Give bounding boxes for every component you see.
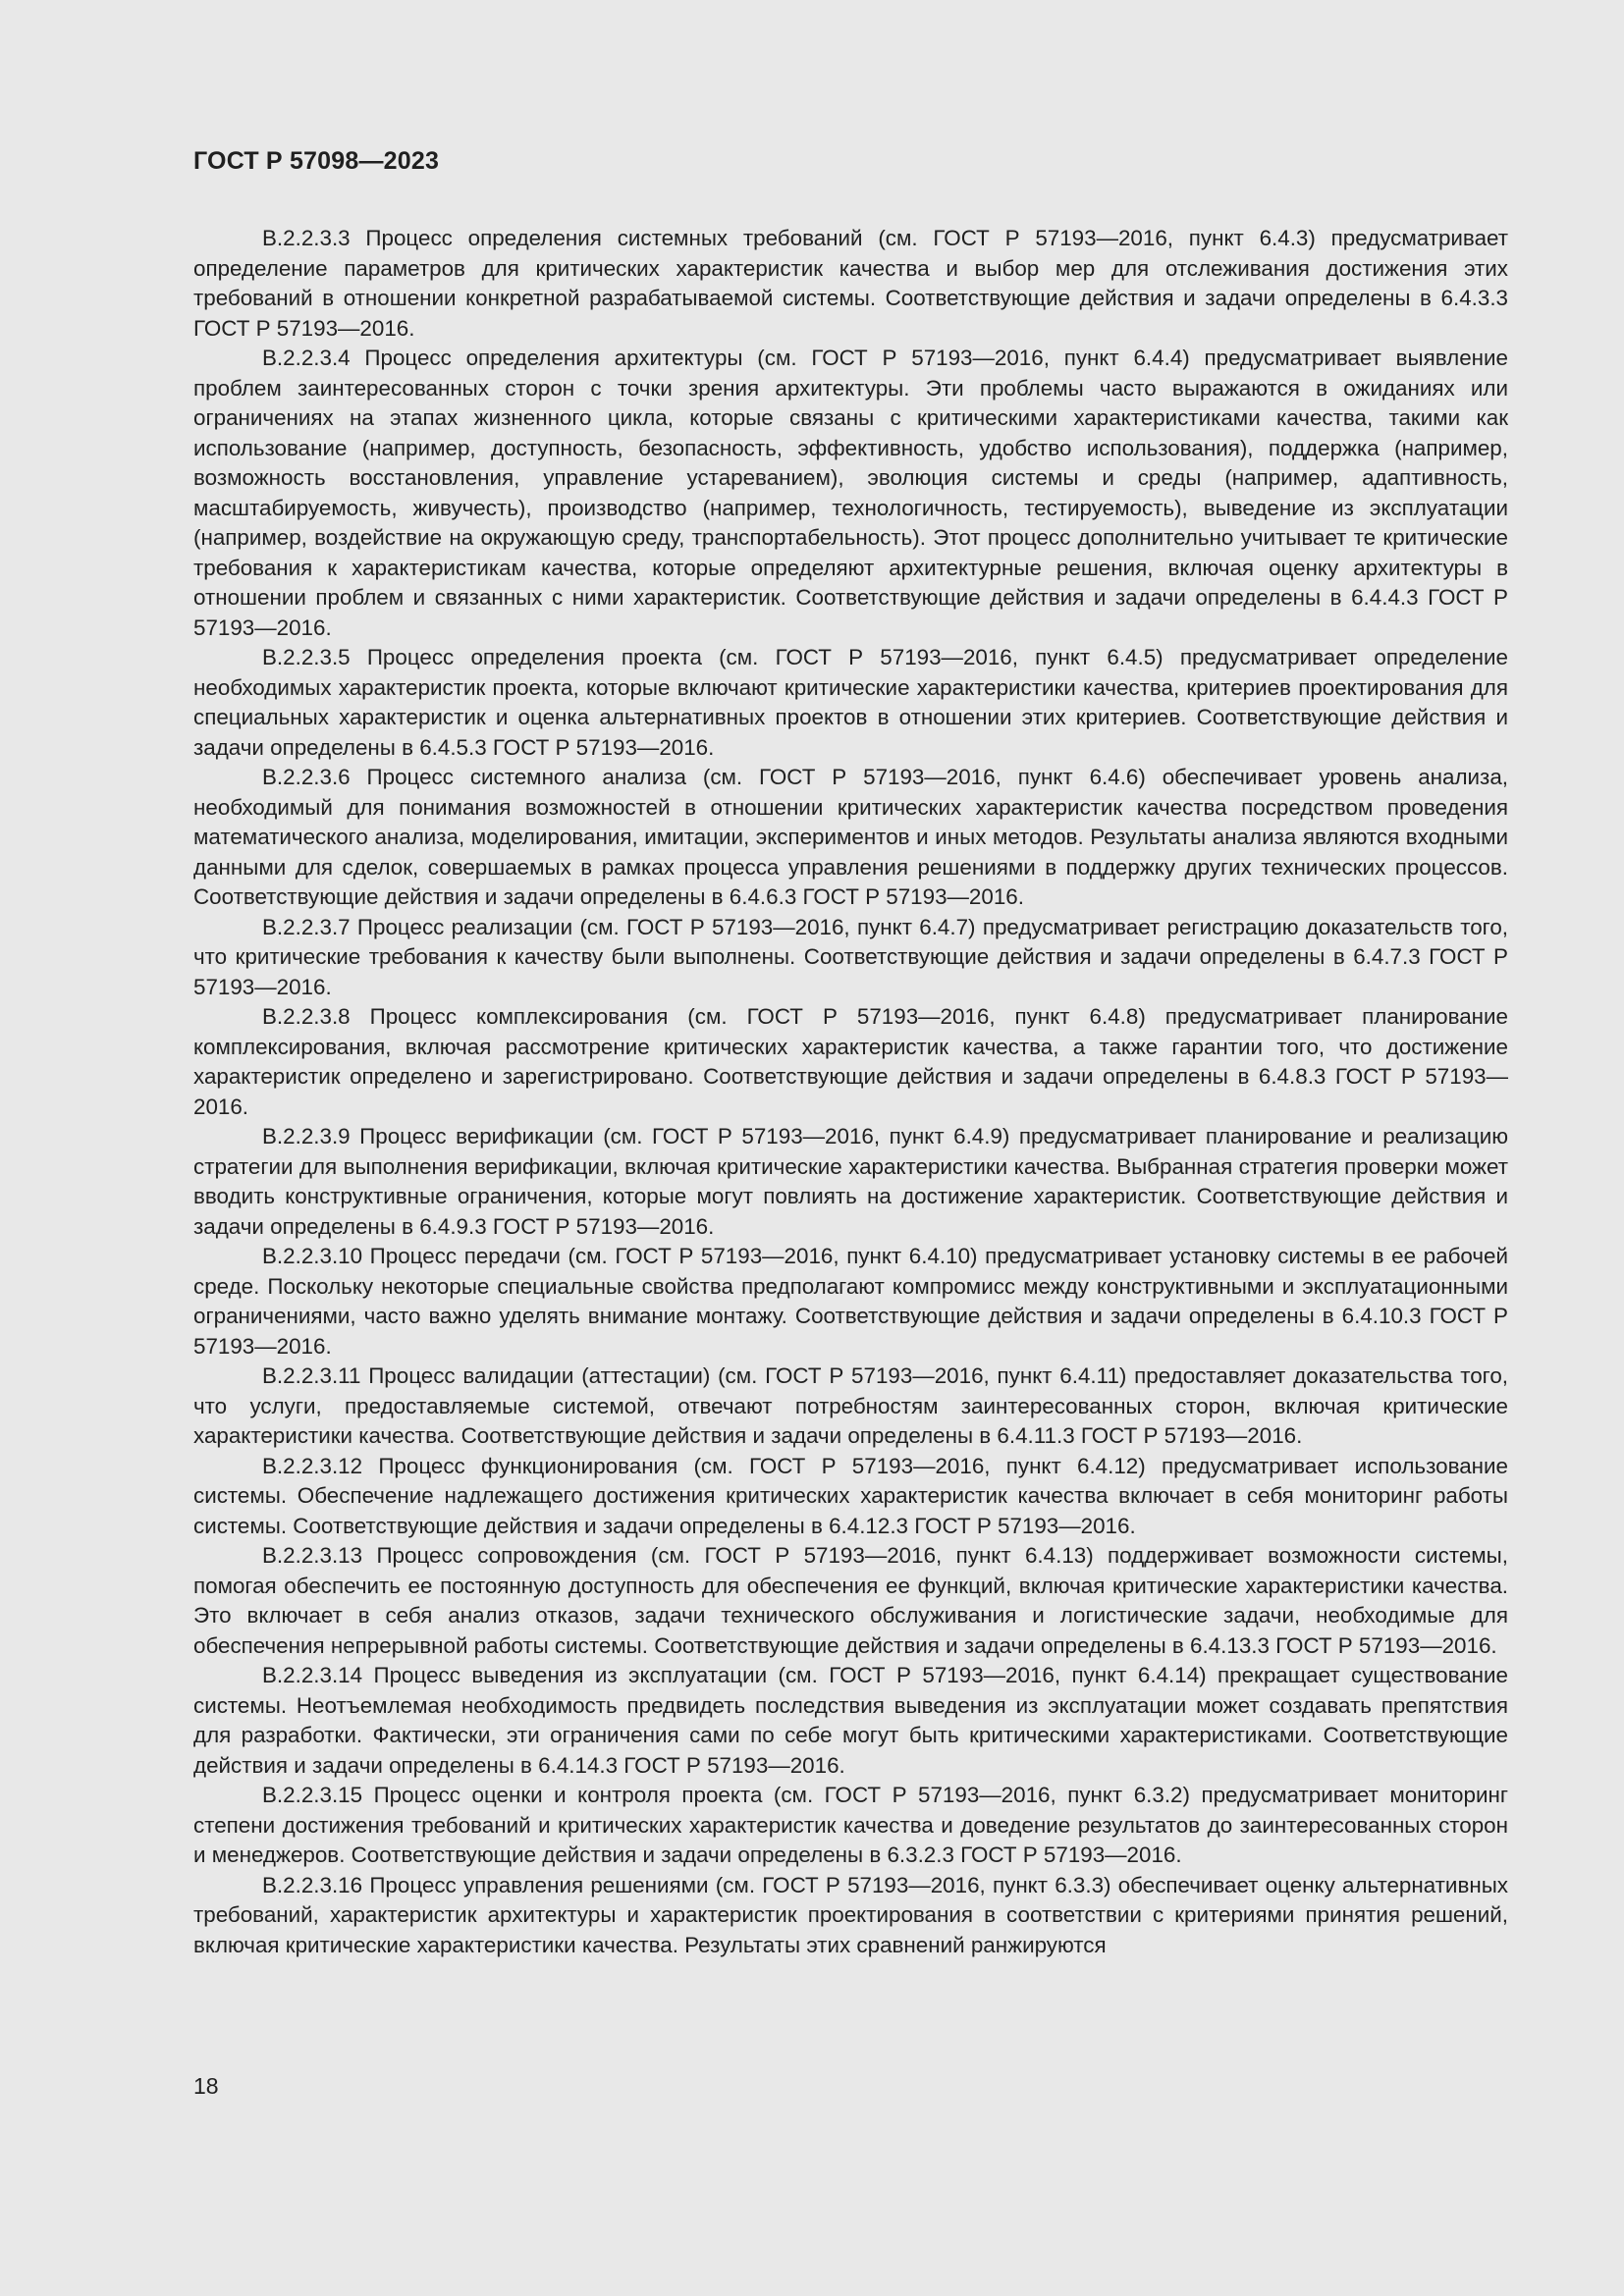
paragraph-b-2-2-3-13: В.2.2.3.13 Процесс сопровождения (см. ГОСТ Р 57193—2016, пункт 6.4.13) поддерживает возможности системы, помогая обеспечить ее постоянную доступность для обеспечения ее функций, включая критические характеристики качества. Это включает в себя анализ отказов, задачи технического обслуживания и логистические задачи, необходимые для обеспечения непрерывной работы системы. Соответствующие действия и задачи определены в 6.4.13.3 ГОСТ Р 57193—2016. bbox=[193, 1543, 1508, 1658]
paragraph-b-2-2-3-9: В.2.2.3.9 Процесс верификации (см. ГОСТ Р 57193—2016, пункт 6.4.9) предусматривает планирование и реализацию стратегии для выполнения верификации, включая критические характеристики качества. Выбранная стратегия проверки может вводить конструктивные ограничения, которые могут повлиять на достижение характеристик. Соответствующие действия и задачи определены в 6.4.9.3 ГОСТ Р 57193—2016. bbox=[193, 1124, 1508, 1239]
paragraph-b-2-2-3-14: В.2.2.3.14 Процесс выведения из эксплуатации (см. ГОСТ Р 57193—2016, пункт 6.4.14) прекращает существование системы. Неотъемлемая необходимость предвидеть последствия выведения из эксплуатации может создавать препятствия для разработки. Фактически, эти ограничения сами по себе могут быть критическими характеристиками. Соответствующие действия и задачи определены в 6.4.14.3 ГОСТ Р 57193—2016. bbox=[193, 1663, 1508, 1778]
document-header-standard-id: ГОСТ Р 57098—2023 bbox=[193, 147, 440, 175]
paragraph-b-2-2-3-8: В.2.2.3.8 Процесс комплексирования (см. ГОСТ Р 57193—2016, пункт 6.4.8) предусматривает планирование комплексирования, включая рассмотрение критических характеристик качества, а также гарантии того, что достижение характеристик определено и зарегистрировано. Соответствующие действия и задачи определены в 6.4.8.3 ГОСТ Р 57193—2016. bbox=[193, 1004, 1508, 1119]
paragraph-b-2-2-3-16: В.2.2.3.16 Процесс управления решениями (см. ГОСТ Р 57193—2016, пункт 6.3.3) обеспечивает оценку альтернативных требований, характеристик архитектуры и характеристик проектирования в соответствии с критериями принятия решений, включая критические характеристики качества. Результаты этих сравнений ранжируются bbox=[193, 1872, 1508, 1957]
paragraph-b-2-2-3-3: В.2.2.3.3 Процесс определения системных требований (см. ГОСТ Р 57193—2016, пункт 6.4.3) предусматривает определение параметров для критических характеристик качества и выбор мер для отслеживания достижения этих требований в отношении конкретной разрабатываемой системы. Соответствующие действия и задачи определены в 6.4.3.3 ГОСТ Р 57193—2016. bbox=[193, 226, 1508, 341]
paragraph-b-2-2-3-6: В.2.2.3.6 Процесс системного анализа (см. ГОСТ Р 57193—2016, пункт 6.4.6) обеспечивает уровень анализа, необходимый для понимания возможностей в отношении критических характеристик качества посредством проведения математического анализа, моделирования, имитации, экспериментов и иных методов. Результаты анализа являются входными данными для сделок, совершаемых в рамках процесса управления решениями в поддержку других технических процессов. Соответствующие действия и задачи определены в 6.4.6.3 ГОСТ Р 57193—2016. bbox=[193, 765, 1508, 909]
paragraph-b-2-2-3-10: В.2.2.3.10 Процесс передачи (см. ГОСТ Р 57193—2016, пункт 6.4.10) предусматривает установку системы в ее рабочей среде. Поскольку некоторые специальные свойства предполагают компромисс между конструктивными и эксплуатационными ограничениями, часто важно уделять внимание монтажу. Соответствующие действия и задачи определены в 6.4.10.3 ГОСТ Р 57193—2016. bbox=[193, 1244, 1508, 1359]
paragraph-b-2-2-3-4: В.2.2.3.4 Процесс определения архитектуры (см. ГОСТ Р 57193—2016, пункт 6.4.4) предусматривает выявление проблем заинтересованных сторон с точки зрения архитектуры. Эти проблемы часто выражаются в ожиданиях или ограничениях на этапах жизненного цикла, которые связаны с критическими характеристиками качества, такими как использование (например, доступность, безопасность, эффективность, удобство использования), поддержка (например, возможность восстановления, управление устареванием), эволюция системы и среды (например, адаптивность, масштабируемость, живучесть), производство (например, технологичность, тестируемость), выведение из эксплуатации (например, воздействие на окружающую среду, транспортабельность). Этот процесс дополнительно учитывает те критические требования к характеристикам качества, которые определяют архитектурные решения, включая оценку архитектуры в отношении проблем и связанных с ними характеристик. Соответствующие действия и задачи определены в 6.4.4.3 ГОСТ Р 57193—2016. bbox=[193, 346, 1508, 640]
paragraph-b-2-2-3-7: В.2.2.3.7 Процесс реализации (см. ГОСТ Р 57193—2016, пункт 6.4.7) предусматривает регистрацию доказательств того, что критические требования к качеству были выполнены. Соответствующие действия и задачи определены в 6.4.7.3 ГОСТ Р 57193—2016. bbox=[193, 914, 1508, 999]
paragraph-b-2-2-3-15: В.2.2.3.15 Процесс оценки и контроля проекта (см. ГОСТ Р 57193—2016, пункт 6.3.2) предусматривает мониторинг степени достижения требований и критических характеристик качества и доведение результатов до заинтересованных сторон и менеджеров. Соответствующие действия и задачи определены в 6.3.2.3 ГОСТ Р 57193—2016. bbox=[193, 1783, 1508, 1867]
document-body bbox=[193, 224, 1508, 1960]
paragraph-b-2-2-3-12: В.2.2.3.12 Процесс функционирования (см. ГОСТ Р 57193—2016, пункт 6.4.12) предусматривает использование системы. Обеспечение надлежащего достижения критических характеристик качества включает в себя мониторинг работы системы. Соответствующие действия и задачи определены в 6.4.12.3 ГОСТ Р 57193—2016. bbox=[193, 1453, 1508, 1538]
page-number: 18 bbox=[193, 2073, 219, 2099]
paragraph-b-2-2-3-5: В.2.2.3.5 Процесс определения проекта (см. ГОСТ Р 57193—2016, пункт 6.4.5) предусматривает определение необходимых характеристик проекта, которые включают критические характеристики качества, критериев проектирования для специальных характеристик и оценка альтернативных проектов в отношении этих критериев. Соответствующие действия и задачи определены в 6.4.5.3 ГОСТ Р 57193—2016. bbox=[193, 645, 1508, 760]
paragraph-b-2-2-3-11: В.2.2.3.11 Процесс валидации (аттестации) (см. ГОСТ Р 57193—2016, пункт 6.4.11) предоставляет доказательства того, что услуги, предоставляемые системой, отвечают потребностям заинтересованных сторон, включая критические характеристики качества. Соответствующие действия и задачи определены в 6.4.11.3 ГОСТ Р 57193—2016. bbox=[193, 1363, 1508, 1448]
